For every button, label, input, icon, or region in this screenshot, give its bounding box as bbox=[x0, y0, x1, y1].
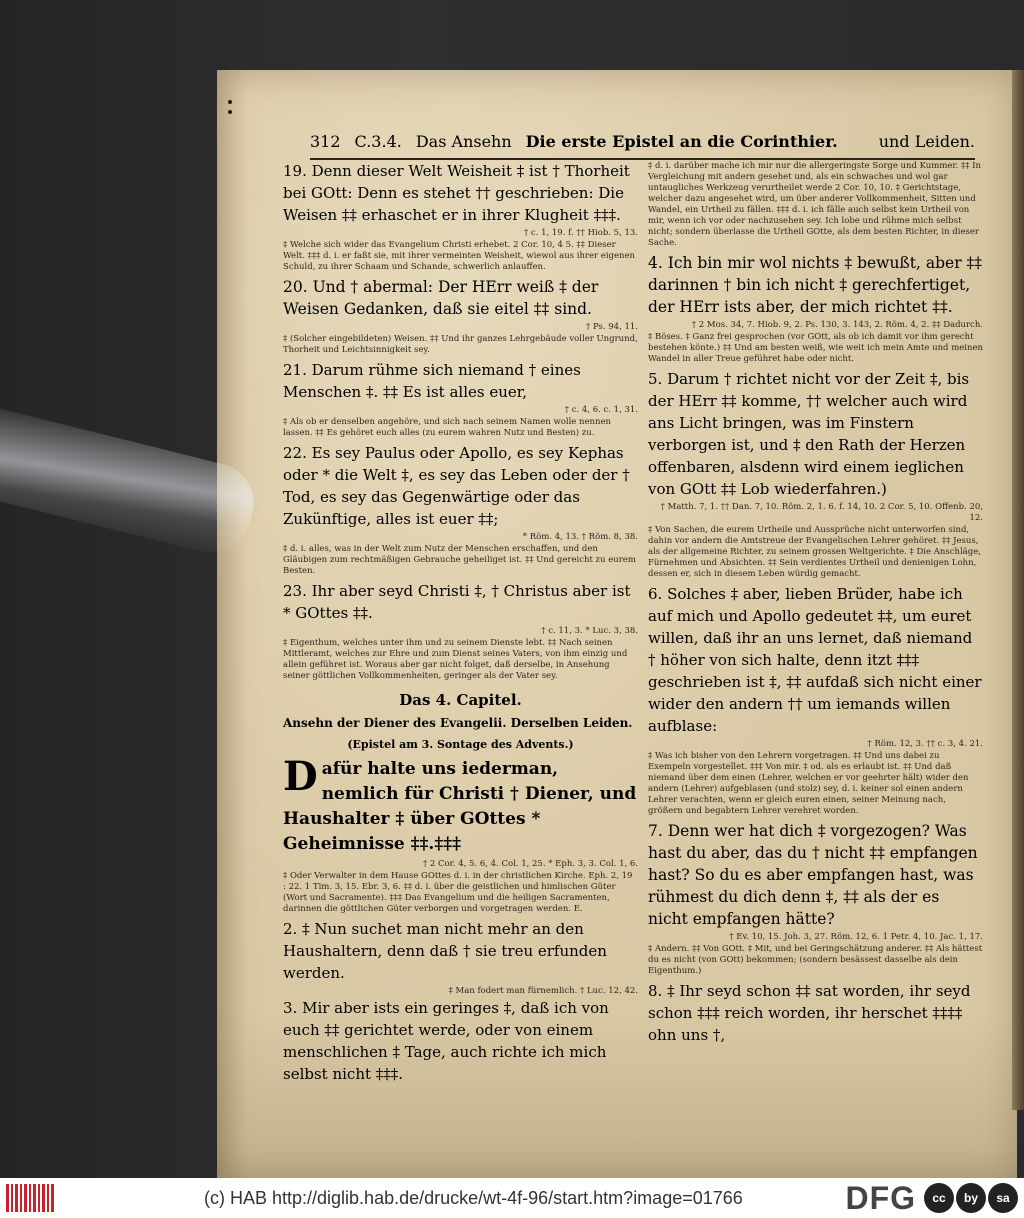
verse-2: 2. ‡ Nun suchet man nicht mehr an den Haushaltern, denn daß † sie treu erfunden werden. bbox=[283, 920, 607, 982]
left-column bbox=[283, 160, 638, 1087]
dfg-logo: DFG bbox=[845, 1179, 916, 1216]
verse-4-ref: † 2 Mos. 34, 7. Hiob. 9, 2. Ps. 130, 3. 143, 2. Röm. 4, 2. ‡‡ Dadurch. bbox=[691, 320, 983, 330]
drop-cap: D bbox=[283, 753, 318, 800]
verse-20: 20. Und † abermal: Der HErr weiß ‡ der Weisen Gedanken, daß sie eitel ‡‡ sind. bbox=[283, 278, 599, 318]
verse-5: 5. Darum † richtet nicht vor der Zeit ‡, bis der HErr ‡‡ komme, †† welcher auch wird ans Licht bringen, was im Finstern verborgen ist, und ‡ den Rath der Herzen offenbaren, alsdenn wird einem ieglichen von GOtt ‡‡ Lob wiederfahren.) bbox=[648, 370, 970, 498]
right-column bbox=[648, 160, 983, 1048]
chapter-title: Das 4. Capitel. bbox=[399, 691, 522, 709]
verse-2-ref: ‡ Man fodert man fürnemlich. † Luc. 12, 42. bbox=[448, 986, 638, 996]
verse-1-notes: ‡ Oder Verwalter in dem Hause GOttes d. i. in der christlichen Kirche. Eph. 2, 19 : 22. 1 Tim. 3, 15. Ebr. 3, 6. ‡‡ d. i. über die geistlichen und himlischen Güter (Wort und Sacramente). ‡‡‡ Das Evangelium und die heiligen Sacramenten, darinnen die göttlichen Güter verborgen und vorgetragen werden. E. bbox=[283, 871, 633, 914]
section-marker: C.3.4. bbox=[354, 132, 402, 151]
copyright-link[interactable]: (c) HAB http://diglib.hab.de/drucke/wt-4f-96/start.htm?image=01766 bbox=[204, 1187, 743, 1208]
verse-5-ref: † Matth. 7, 1. †† Dan. 7, 10. Röm. 2, 1. 6. f. 14, 10. 2 Cor. 5, 10. Offenb. 20, 12. bbox=[660, 502, 983, 523]
verse-7: 7. Denn wer hat dich ‡ vorgezogen? Was hast du aber, das du † nicht ‡‡ empfangen hast? So du es aber empfangen hast, was rühmest du dich denn ‡, ‡‡ als der es nicht empfangen hätte? bbox=[648, 822, 978, 928]
verse-21: 21. Darum rühme sich niemand † eines Menschen ‡. ‡‡ Es ist alles euer, bbox=[283, 361, 581, 401]
footer-bar bbox=[0, 1178, 1024, 1218]
license-badges[interactable] bbox=[924, 1183, 1018, 1213]
verse-23-notes: ‡ Eigenthum, welches unter ihm und zu seinem Dienste lebt. ‡‡ Nach seinen Mittleramt, welches zur Ehre und zum Dienst seines Vaters, von ihm einzig und allein geführet ist. Woraus aber gar nicht folget, daß derselbe, in Ansehung seiner göttlichen Vollkommenheiten, geringer als der Vater sey. bbox=[283, 638, 628, 681]
chapter-summary: Ansehn der Diener des Evangelii. Derselben Leiden. bbox=[283, 716, 633, 730]
verse-7-notes: ‡ Andern. ‡‡ Von GOtt. ‡ Mit, und bei Geringschätzung anderer. ‡‡ Als hättest du es nicht (von GOtt) bekommen; (sondern besässest dasselbe als dein Eigenthum.) bbox=[648, 944, 983, 976]
running-title-center: Die erste Epistel an die Corinthier. bbox=[525, 132, 838, 151]
verse-4: 4. Ich bin mir wol nichts ‡ bewußt, aber ‡‡ darinnen † bin ich nicht ‡ gerechfertiget, der HErr ists aber, der mich richtet ‡‡. bbox=[648, 254, 983, 316]
by-icon: by bbox=[956, 1183, 986, 1213]
page-number: 312 bbox=[310, 132, 341, 151]
verse-4-notes: ‡ Böses. ‡ Ganz frei gesprochen (vor GOtt, als ob ich damit vor ihm gerecht bestehen könte.) ‡‡ Und am besten weiß, wie weit ich mein Amte und meinen Wandel in aller Treue geführet habe oder nicht. bbox=[648, 332, 983, 364]
verse-20-ref: † Ps. 94, 11. bbox=[586, 322, 638, 332]
verse-1 bbox=[283, 753, 638, 857]
verse-8: 8. ‡ Ihr seyd schon ‡‡ sat worden, ihr seyd schon ‡‡‡ reich worden, ihr herschet ‡‡‡‡ ohn uns †, bbox=[648, 982, 971, 1044]
verse-1-ref: † 2 Cor. 4, 5. 6, 4. Col. 1, 25. * Eph. 3, 3. Col. 1, 6. bbox=[422, 859, 638, 869]
verse-22-ref: * Röm. 4, 13. † Röm. 8, 38. bbox=[522, 532, 638, 542]
verse-6-notes: ‡ Was ich bisher von den Lehrern vorgetragen. ‡‡ Und uns dabei zu Exempeln vorgestellet. ‡‡‡ Von mir. ‡ od. als es erlaubt ist. ‡‡ Und daß niemand über dem einen (Lehrer, welchen er vor geehrter hält) wider den andern (Lehrer) aufgeblasen (und stolz) sey, d. i. keiner sol einen andern Lehrer verachten, wenn er gleich euren einen, seiner Meinung nach, größern und begabtern Lehrer verehret worden. bbox=[648, 751, 969, 816]
binding-holes bbox=[228, 100, 232, 120]
verse-23: 23. Ihr aber seyd Christi ‡, † Christus aber ist * GOttes ‡‡. bbox=[283, 582, 631, 622]
running-title-left: Das Ansehn bbox=[415, 132, 512, 151]
verse-7-ref: † Ev. 10, 15. Joh. 3, 27. Röm. 12, 6. 1 Petr. 4, 10. Jac. 1, 17. bbox=[729, 932, 983, 942]
verse-6: 6. Solches ‡ aber, lieben Brüder, habe ich auf mich und Apollo gedeutet ‡‡, um euret willen, daß ihr an uns lernet, daß niemand † höher von sich halte, denn itzt ‡‡‡ geschrieben ist ‡, ‡‡ aufdaß sich nicht einer wider den andern †† um iemands willen aufblase: bbox=[648, 585, 982, 735]
verse-22-notes: ‡ d. i. alles, was in der Welt zum Nutz der Menschen erschaffen, und den Gläubigen zum rechtmäßigen Gebrauche geheiliget ist. ‡‡ Und gereicht zu eurem Besten. bbox=[283, 544, 636, 576]
verse-3-notes: ‡ d. i. darüber mache ich mir nur die allergeringste Sorge und Kummer. ‡‡ In Vergleichung mit andern gesehet und, als ein schwaches und wol gar untaugliches Werkzeug verurtheilet werde 2 Cor. 10, 10. ‡ Gerichtstage, welcher dazu angesehet wird, um über anderer Vollkommenheit, Sitten und Wandel, ein Urtheil zu fällen. ‡‡‡ d. i. ich fälle auch selbst kein Urtheil von mir, wenn ich vor oder nachzusehen sey. Ich lobe und rühme mich selbst nicht; sondern überlasse die Urtheil GOtte, als dem besten Richter, in dieser Sache. bbox=[648, 161, 982, 248]
verse-21-ref: † c. 4, 6. c. 1, 31. bbox=[564, 405, 638, 415]
verse-5-notes: ‡ Von Sachen, die eurem Urtheile und Aussprüche nicht unterworfen sind, dahin vor andern die Amtstreue der Evangelischen Lehrer gehöret. ‡‡ Jesus, als der allgemeine Richter, zu seinem grossen Weltgerichte. ‡ Die Anschläge, Fürnehmen und Absichten. ‡‡ Sein verdientes Urtheil und denienigen Lohn, dessen er, sich in diesem Leben würdig gemacht. bbox=[648, 525, 981, 579]
hab-barcode-logo bbox=[6, 1184, 54, 1212]
page-edge bbox=[1012, 70, 1024, 1110]
verse-19-notes: ‡ Welche sich wider das Evangelium Christi erhebet. 2 Cor. 10, 4 5. ‡‡ Dieser Welt. ‡‡‡ d. i. er faßt sie, mit ihrer vermeinten Weisheit, wiewol aus ihrer eigenen Schuld, zu ihrer Schaam und Schande, schwerlich anlauffen. bbox=[283, 240, 635, 272]
epistle-note: (Epistel am 3. Sontage des Advents.) bbox=[347, 738, 574, 751]
verse-6-ref: † Röm. 12, 3. †† c. 3, 4. 21. bbox=[867, 739, 983, 749]
verse-23-ref: † c. 11, 3. * Luc. 3, 38. bbox=[541, 626, 638, 636]
running-title-right: und Leiden. bbox=[878, 132, 975, 151]
verse-21-notes: ‡ Als ob er denselben angehöre, und sich nach seinem Namen wolle nennen lassen. ‡‡ Es gehöret euch alles (zu eurem wahren Nutz und Besten) zu. bbox=[283, 417, 611, 438]
verse-22: 22. Es sey Paulus oder Apollo, es sey Kephas oder * die Welt ‡, es sey das Leben oder der † Tod, es sey das Gegenwärtige oder das Zukünftige, alles ist euer ‡‡; bbox=[283, 444, 630, 528]
verse-19-ref: † c. 1, 19. f. †† Hiob. 5, 13. bbox=[523, 228, 638, 238]
verse-19: 19. Denn dieser Welt Weisheit ‡ ist † Thorheit bei GOtt: Denn es stehet †† geschrieben: Die Weisen ‡‡ erhaschet er in ihrer Klugheit ‡‡‡. bbox=[283, 162, 630, 224]
verse-3: 3. Mir aber ists ein geringes ‡, daß ich von euch ‡‡ gerichtet werde, oder von einem menschlichen ‡ Tage, auch richte ich mich selbst nicht ‡‡‡. bbox=[283, 999, 609, 1083]
verse-20-notes: ‡ (Solcher eingebildeten) Weisen. ‡‡ Und ihr ganzes Lehrgebäude voller Ungrund, Thorheit und Leichtsinnigkeit sey. bbox=[283, 334, 638, 355]
running-header bbox=[310, 132, 975, 160]
cc-icon: cc bbox=[924, 1183, 954, 1213]
sa-icon: sa bbox=[988, 1183, 1018, 1213]
verse-1-text: afür halte uns iederman, nemlich für Christi † Diener, und Haushalter ‡ über GOttes * Geheimnisse ‡‡.‡‡‡ bbox=[283, 759, 637, 854]
